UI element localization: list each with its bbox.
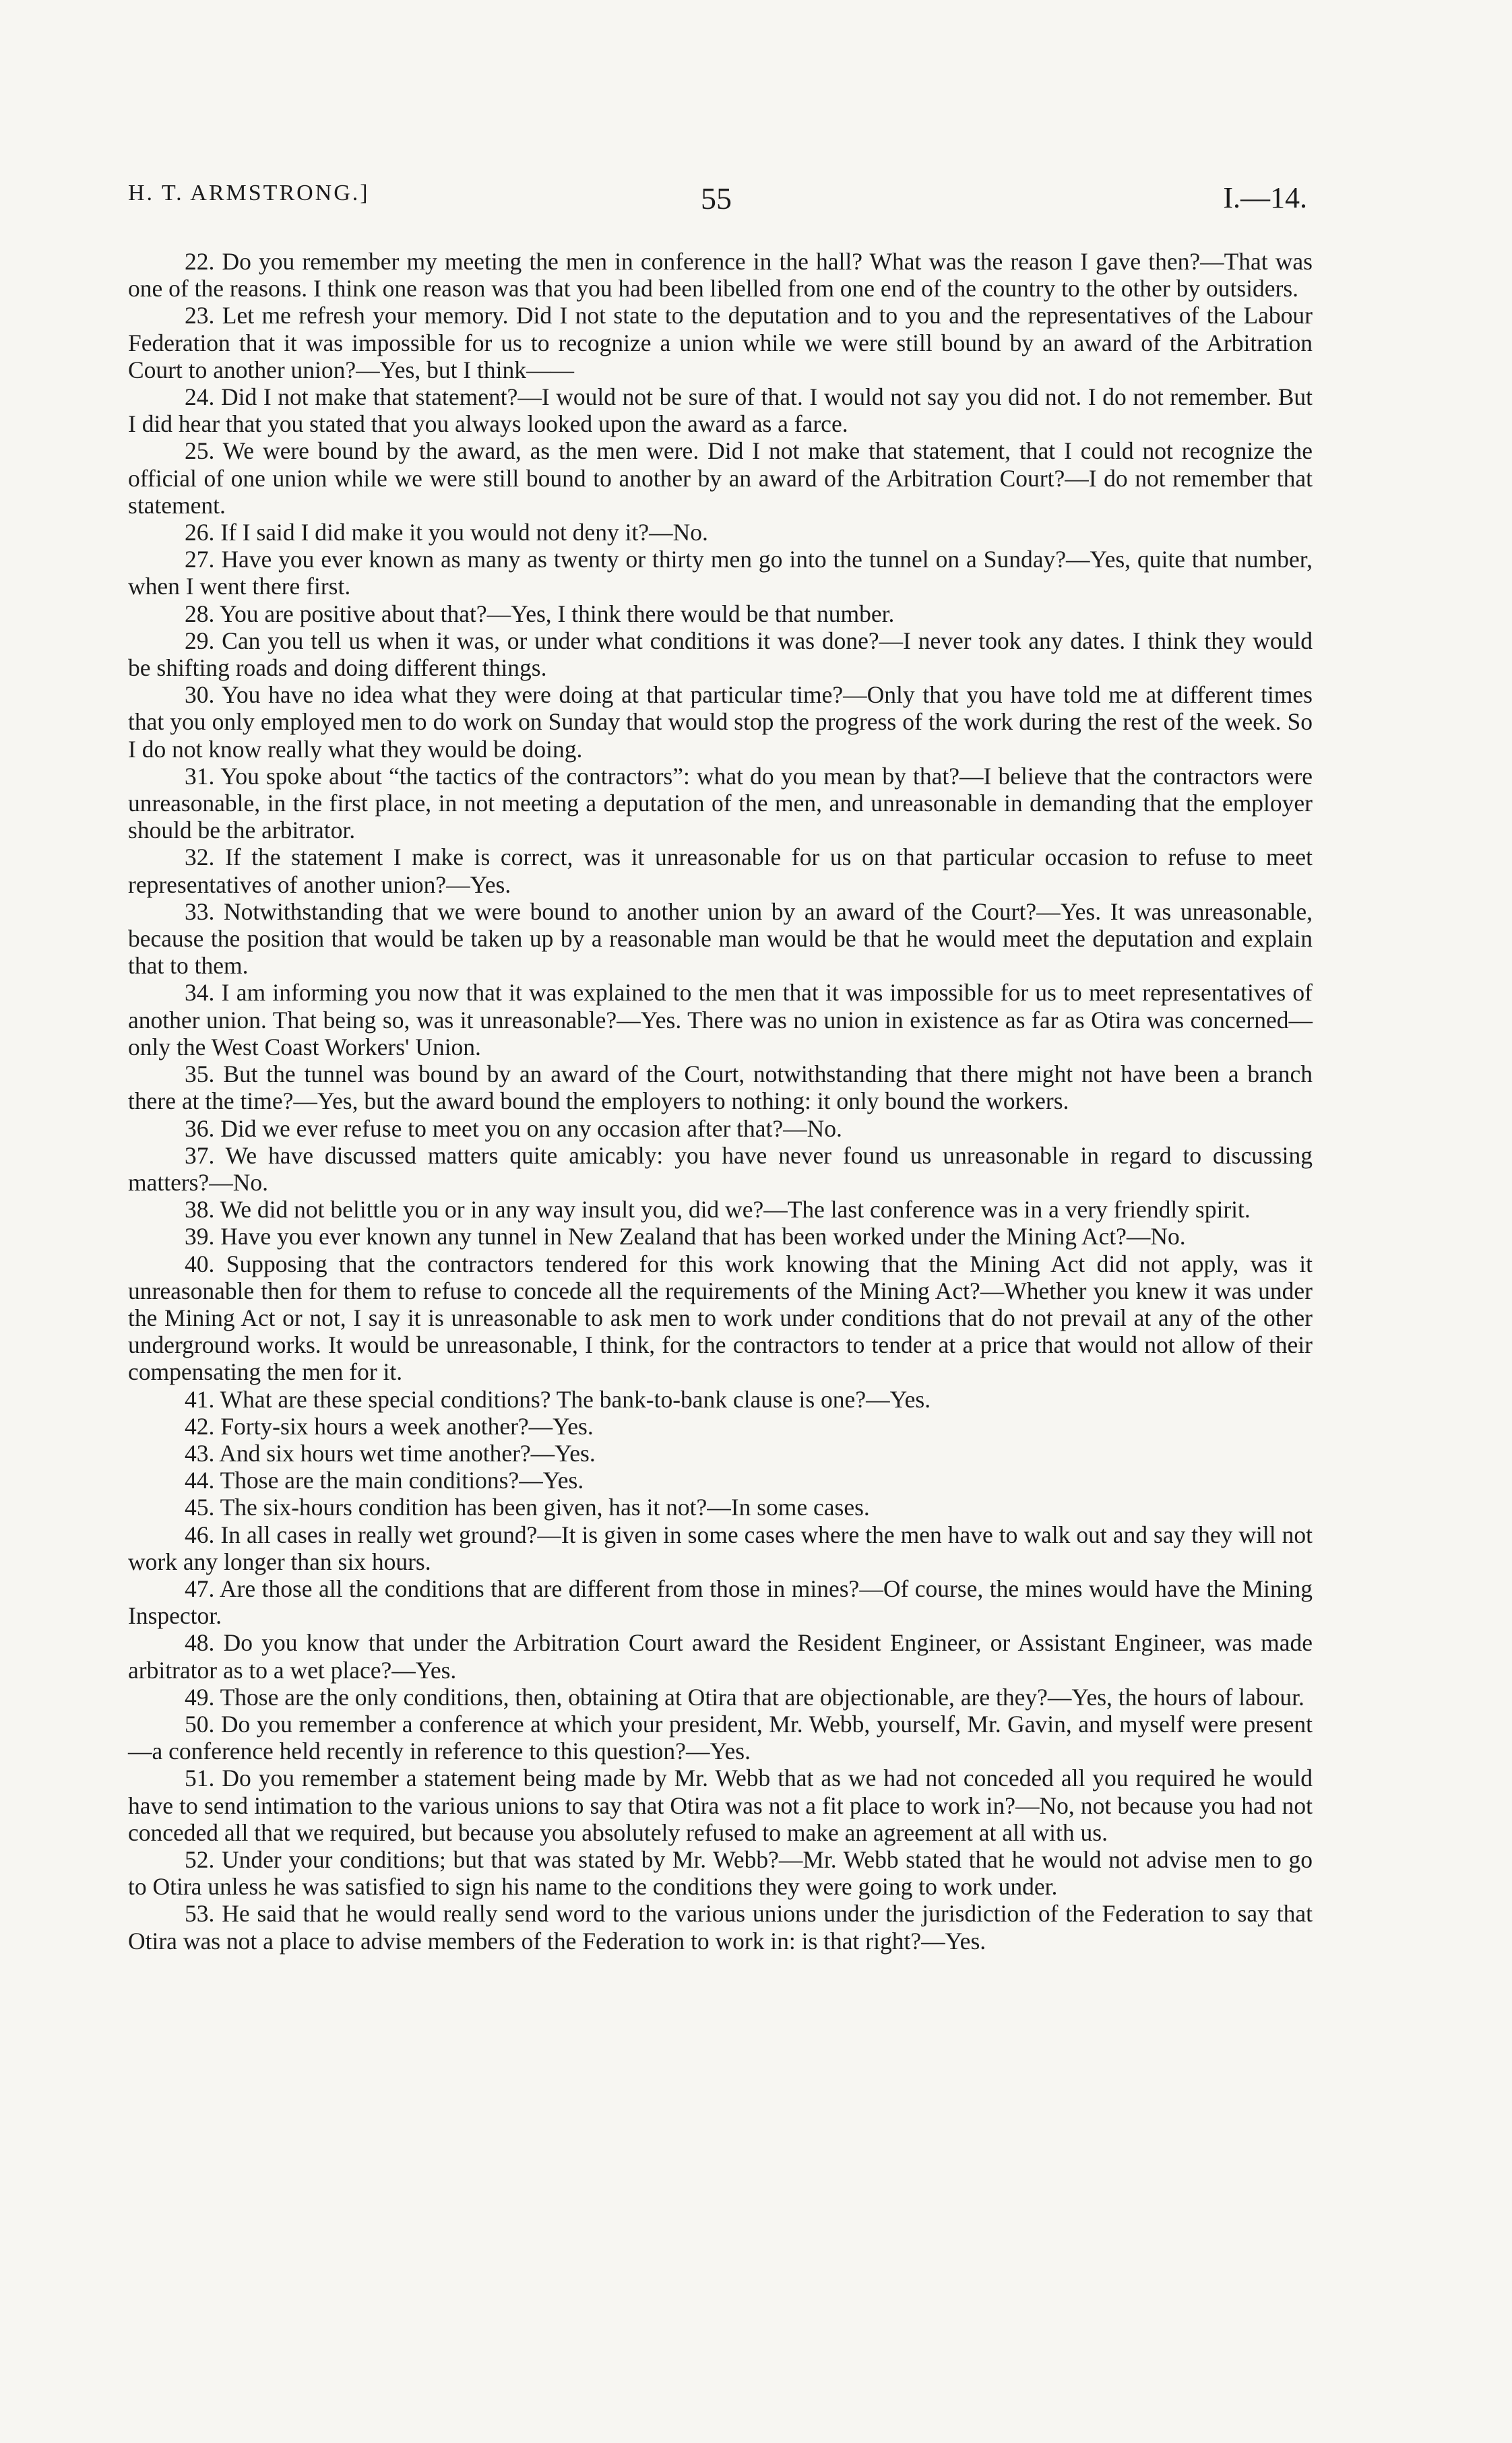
question-46: 46. In all cases in really wet ground?—It is given in some cases where the men have to walk out and say they will not work any longer than six hours. <box>128 1521 1313 1575</box>
question-40: 40. Supposing that the contractors tendered for this work knowing that the Mining Act did not apply, was it unreasonable then for them to refuse to concede all the requirements of the Mining Act?—Whether you knew it was under the Mining Act or not, I say it is unreasonable to ask men to work under conditions that do not prevail at any of the other underground works. It would be unreasonable, I think, for the contractors to tender at a price that would not allow of their compensating the men for it. <box>128 1250 1313 1386</box>
question-35: 35. But the tunnel was bound by an award of the Court, notwithstanding that there might not have been a branch there at the time?—Yes, but the award bound the employers to nothing: it only bound the workers. <box>128 1060 1313 1115</box>
question-23: 23. Let me refresh your memory. Did I not state to the deputation and to you and the representatives of the Labour Federation that it was impossible for us to recognize a union while we were still bound by an award of the Arbitration Court to another union?—Yes, but I think—— <box>128 302 1313 383</box>
question-37: 37. We have discussed matters quite amicably: you have never found us unreasonable in regard to discussing matters?—No. <box>128 1141 1313 1196</box>
question-39: 39. Have you ever known any tunnel in New Zealand that has been worked under the Mining Act?—No. <box>185 1223 1186 1250</box>
page-number: 55 <box>701 181 732 216</box>
question-29: 29. Can you tell us when it was, or under what conditions it was done?—I never took any dates. I think they would be shifting roads and doing different things. <box>128 627 1313 682</box>
question-34: 34. I am informing you now that it was explained to the men that it was impossible for us to meet representatives of another union. That being so, was it unreasonable?—Yes. There was no union in existence as far as Otira was concerned—only the West Coast Workers' Union. <box>128 979 1313 1060</box>
question-38: 38. We did not belittle you or in any way insult you, did we?—The last conference was in a very friendly spirit. <box>185 1196 1251 1224</box>
question-26: 26. If I said I did make it you would not deny it?—No. <box>185 519 708 546</box>
question-50: 50. Do you remember a conference at which your president, Mr. Webb, yourself, Mr. Gavin, and myself were present—a conference held recently in reference to this question?—Yes. <box>128 1710 1313 1765</box>
question-53: 53. He said that he would really send word to the various unions under the jurisdiction of the Federation to say that Otira was not a place to advise members of the Federation to work in: is that right?—Yes. <box>128 1900 1313 1955</box>
testimony-body <box>128 248 1313 1955</box>
question-27: 27. Have you ever known as many as twenty or thirty men go into the tunnel on a Sunday?—Yes, quite that number, when I went there first. <box>128 546 1313 600</box>
question-45: 45. The six-hours condition has been given, has it not?—In some cases. <box>185 1494 870 1521</box>
question-51: 51. Do you remember a statement being made by Mr. Webb that as we had not conceded all you required he would have to send intimation to the various unions to say that Otira was not a fit place to work in?—No, not because you had not conceded all that we required, but because you absolutely refused to make an agreement at all with us. <box>128 1765 1313 1846</box>
question-36: 36. Did we ever refuse to meet you on any occasion after that?—No. <box>185 1114 842 1142</box>
question-52: 52. Under your conditions; but that was stated by Mr. Webb?—Mr. Webb stated that he would not advise men to go to Otira unless he was satisfied to sign his name to the conditions they were going to work under. <box>128 1845 1313 1901</box>
page-header <box>128 181 1314 221</box>
question-47: 47. Are those all the conditions that are different from those in mines?—Of course, the mines would have the Mining Inspector. <box>128 1575 1313 1630</box>
question-24: 24. Did I not make that statement?—I would not be sure of that. I would not say you did not. I do not remember. But I did hear that you stated that you always looked upon the award as a farce. <box>128 383 1313 438</box>
question-30: 30. You have no idea what they were doing at that particular time?—Only that you have told me at different times that you only employed men to do work on Sunday that would stop the progress of the work during the rest of the week. So I do not know really what they would be doing. <box>128 681 1313 763</box>
question-28: 28. You are positive about that?—Yes, I think there would be that number. <box>185 600 895 627</box>
question-32: 32. If the statement I make is correct, was it unreasonable for us on that particular occasion to refuse to meet representatives of another union?—Yes. <box>128 844 1313 898</box>
question-31: 31. You spoke about “the tactics of the contractors”: what do you mean by that?—I believe that the contractors were unreasonable, in the first place, in not meeting a deputation of the men, and unreasonable in demanding that the employer should be the arbitrator. <box>128 762 1313 844</box>
document-reference: I.—14. <box>1223 181 1307 214</box>
question-44: 44. Those are the main conditions?—Yes. <box>185 1467 584 1494</box>
question-25: 25. We were bound by the award, as the men were. Did I not make that statement, that I could not recognize the official of one union while we were still bound to another by an award of the Arbitration Court?—I do not remember that statement. <box>128 437 1313 519</box>
question-49: 49. Those are the only conditions, then, obtaining at Otira that are objectionable, are they?—Yes, the hours of labour. <box>185 1683 1304 1711</box>
question-22: 22. Do you remember my meeting the men in conference in the hall? What was the reason I gave then?—That was one of the reasons. I think one reason was that you had been libelled from one end of the country to the other by outsiders. <box>128 248 1313 303</box>
question-33: 33. Notwithstanding that we were bound to another union by an award of the Court?—Yes. It was unreasonable, because the position that would be taken up by a reasonable man would be that he would meet the deputation and explain that to them. <box>128 897 1313 980</box>
question-41: 41. What are these special conditions? The bank-to-bank clause is one?—Yes. <box>185 1385 931 1413</box>
question-42: 42. Forty-six hours a week another?—Yes. <box>185 1412 594 1440</box>
witness-name: H. T. ARMSTRONG.] <box>128 181 370 205</box>
question-48: 48. Do you know that under the Arbitration Court award the Resident Engineer, or Assistant Engineer, was made arbitrator as to a wet place?—Yes. <box>128 1629 1313 1684</box>
question-43: 43. And six hours wet time another?—Yes. <box>185 1439 596 1467</box>
